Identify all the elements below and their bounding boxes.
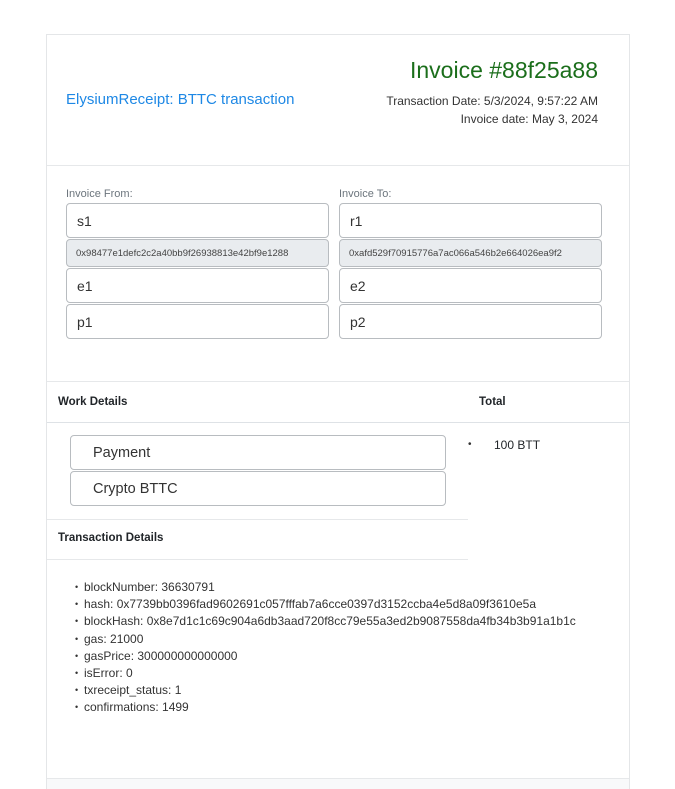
invoice-date: Invoice date: May 3, 2024	[460, 112, 598, 126]
from-name-field[interactable]: s1	[66, 203, 329, 238]
transaction-date: Transaction Date: 5/3/2024, 9:57:22 AM	[386, 94, 598, 108]
work-header-divider	[47, 422, 629, 423]
to-email-field[interactable]: e2	[339, 268, 602, 303]
tx-confirmations: • confirmations: 1499	[75, 699, 576, 716]
tx-receipt-status: • txreceipt_status: 1	[75, 682, 576, 699]
total-bullet: •	[468, 439, 472, 450]
work-item-crypto[interactable]: Crypto BTTC	[70, 471, 446, 506]
parties-divider	[47, 381, 629, 382]
tx-is-error: • isError: 0	[75, 665, 576, 682]
to-phone-field[interactable]: p2	[339, 304, 602, 339]
header-divider	[47, 165, 629, 166]
invoice-number: Invoice #88f25a88	[410, 57, 598, 83]
invoice-to-label: Invoice To:	[339, 188, 392, 200]
tx-gas-price: • gasPrice: 300000000000000	[75, 648, 576, 665]
from-email-field[interactable]: e1	[66, 268, 329, 303]
to-name-field[interactable]: r1	[339, 203, 602, 238]
tx-block-number: • blockNumber: 36630791	[75, 579, 576, 596]
transaction-header-divider	[47, 559, 468, 560]
tx-hash: • hash: 0x7739bb0396fad9602691c057fffab7a6cce0397d3152ccba4e5d8a09f3610e5a	[75, 596, 576, 613]
invoice-card	[46, 34, 630, 789]
total-heading: Total	[479, 396, 506, 408]
work-divider	[47, 519, 468, 520]
transaction-details-heading: Transaction Details	[58, 532, 164, 544]
invoice-from-label: Invoice From:	[66, 188, 133, 200]
to-address-field[interactable]: 0xafd529f70915776a7ac066a546b2e664026ea9f2	[339, 239, 602, 267]
brand-title: ElysiumReceipt: BTTC transaction	[66, 91, 295, 108]
work-item-payment[interactable]: Payment	[70, 435, 446, 470]
from-phone-field[interactable]: p1	[66, 304, 329, 339]
card-footer	[47, 779, 629, 789]
total-value: 100 BTT	[494, 438, 541, 452]
tx-block-hash: • blockHash: 0x8e7d1c1c69c904a6db3aad720f8cc79e55a3ed2b9087558da4fb34b3b91a1b1c	[75, 613, 576, 630]
work-details-heading: Work Details	[58, 396, 128, 408]
from-address-field[interactable]: 0x98477e1defc2c2a40bb9f26938813e42bf9e1288	[66, 239, 329, 267]
tx-gas: • gas: 21000	[75, 631, 576, 648]
transaction-details-list	[75, 579, 576, 717]
